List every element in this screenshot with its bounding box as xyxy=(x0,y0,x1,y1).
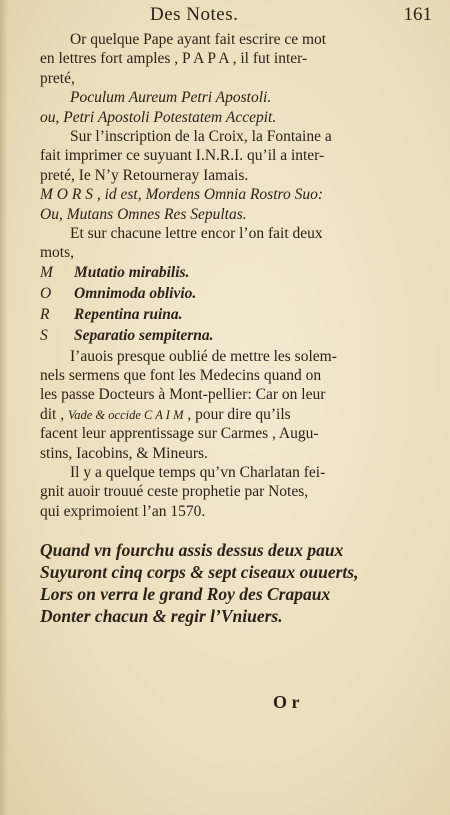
text-line: stins, Iacobins, & Mineurs. xyxy=(40,444,208,462)
text-line: Il y a quelque temps qu’vn Charlatan fei- xyxy=(70,464,326,482)
acrostic-word: Repentina ruina. xyxy=(74,305,183,323)
verse-line: Lors on verra le grand Roy des Crapaux xyxy=(40,584,331,605)
text-line xyxy=(40,405,382,424)
acrostic-word: Omnimoda oblivio. xyxy=(74,284,197,302)
text-line: I’auois presque oublié de mettre les solem- xyxy=(70,347,337,365)
text-line: mots, xyxy=(40,244,75,262)
running-head: Des Notes. xyxy=(150,4,239,25)
text-fragment: , pour dire qu’ils xyxy=(187,405,291,423)
text-line: fait imprimer ce suyuant I.N.R.I. qu’il a inter- xyxy=(40,147,325,165)
latin-line: Poculum Aureum Petri Apostoli. xyxy=(70,89,272,107)
text-line: gnit auoir trouué ceste prophetie par Notes, xyxy=(40,483,309,501)
text-line: preté, Ie N’y Retourneray Iamais. xyxy=(40,166,249,184)
acrostic-letter: S xyxy=(40,326,48,344)
page-number: 161 xyxy=(403,4,432,25)
text-line: Et sur chacune lettre encor l’on fait deux xyxy=(70,224,323,242)
text-line: Or quelque Pape ayant fait escrire ce mot xyxy=(70,31,327,48)
acrostic-word: Separatio sempiterna. xyxy=(74,326,214,344)
acrostic-word: Mutatio mirabilis. xyxy=(74,263,190,281)
text-line: facent leur apprentissage sur Carmes , Augu- xyxy=(40,425,319,443)
acrostic-letter: R xyxy=(40,305,50,323)
verse-line: Donter chacun & regir l’Vniuers. xyxy=(40,606,283,627)
text-line: Sur l’inscription de la Croix, la Fontaine a xyxy=(70,127,332,145)
latin-line: Ou, Mutans Omnes Res Sepultas. xyxy=(40,205,247,223)
latin-line: ou, Petri Apostoli Potestatem Accepit. xyxy=(40,108,277,126)
acrostic-row xyxy=(40,326,382,347)
text-line: qui exprimoient l’an 1570. xyxy=(40,502,206,520)
verse-line: Quand vn fourchu assis dessus deux paux xyxy=(40,540,344,561)
acrostic-row xyxy=(40,263,382,284)
latin-line: M O R S , id est, Mordens Omnia Rostro Suo: xyxy=(40,186,323,204)
acrostic-letter: O xyxy=(40,284,52,302)
text-line: preté, xyxy=(40,69,75,87)
text-line: nels sermens que font les Medecins quand on xyxy=(40,367,322,385)
catchword: O r xyxy=(273,692,300,712)
text-line: en lettres fort amples , P A P A , il fut inter- xyxy=(40,50,308,68)
text-line: les passe Docteurs à Mont-pellier: Car on leur xyxy=(40,386,326,404)
prophecy-verse xyxy=(40,539,382,627)
acrostic-row xyxy=(40,305,382,326)
latin-phrase: Vade & occide C A I M xyxy=(68,407,184,422)
text-fragment: dit , xyxy=(40,405,65,423)
acrostic-row xyxy=(40,284,382,305)
acrostic-letter: M xyxy=(40,263,53,281)
verse-line: Suyuront cinq corps & sept ciseaux ouuerts, xyxy=(40,562,359,583)
page-body xyxy=(40,30,382,627)
page-header xyxy=(150,4,432,28)
